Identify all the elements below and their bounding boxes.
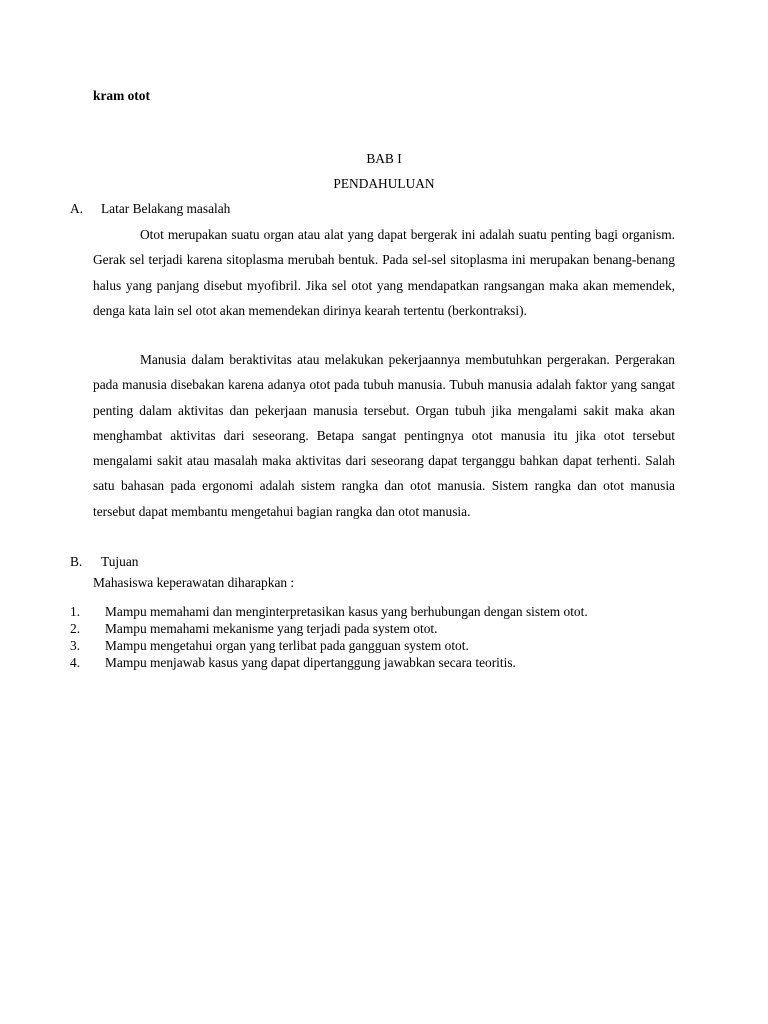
section-b-marker: B. <box>70 554 83 569</box>
list-item-number: 1. <box>70 604 81 619</box>
list-item-text: Mampu mengetahui organ yang terlibat pada gangguan system otot. <box>105 638 469 653</box>
list-item-number: 4. <box>70 655 81 670</box>
document-title: kram otot <box>93 88 150 103</box>
goals-list <box>70 603 588 671</box>
list-item <box>70 620 588 637</box>
goals-intro: Mahasiswa keperawatan diharapkan : <box>93 575 295 590</box>
list-item-text: Mampu memahami dan menginterpretasikan kasus yang berhubungan dengan sistem otot. <box>105 604 588 619</box>
section-b-heading <box>70 554 138 570</box>
chapter-title: PENDAHULUAN <box>333 176 435 191</box>
list-item-text: Mampu memahami mekanisme yang terjadi pada system otot. <box>105 621 438 636</box>
list-item <box>70 603 588 620</box>
list-item-text: Mampu menjawab kasus yang dapat dipertanggung jawabkan secara teoritis. <box>105 655 516 670</box>
background-paragraph-1: Otot merupakan suatu organ atau alat yang dapat bergerak ini adalah suatu penting bagi organism. Gerak sel terjadi karena sitoplasma merubah bentuk. Pada sel-sel sitoplasma ini merupakan benang-benang halus yang panjang disebut myofibril. Jika sel otot yang mendapatkan rangsangan maka akan memendek, denga kata lain sel otot akan memendekan dirinya kearah tertentu (berkontraksi). <box>93 227 675 318</box>
chapter-number: BAB I <box>366 151 402 166</box>
list-item-number: 2. <box>70 621 81 636</box>
section-a-marker: A. <box>70 201 84 216</box>
list-item <box>70 654 588 671</box>
list-item <box>70 637 588 654</box>
list-item-number: 3. <box>70 638 81 653</box>
section-b-title: Tujuan <box>101 554 139 569</box>
background-paragraph-2: Manusia dalam beraktivitas atau melakukan pekerjaannya membutuhkan pergerakan. Pergerakan pada manusia disebakan karena adanya otot pada tubuh manusia. Tubuh manusia adalah faktor yang sangat penting dalam aktivitas dan pekerjaan manusia tersebut. Organ tubuh jika mengalami sakit maka akan menghambat aktivitas dari seseorang. Betapa sangat pentingnya otot manusia itu jika otot tersebut mengalami sakit atau masalah maka aktivitas dari seseorang dapat terganggu bahkan dapat terhenti. Salah satu bahasan pada ergonomi adalah sistem rangka dan otot manusia. Sistem rangka dan otot manusia tersebut dapat membantu mengetahui bagian rangka dan otot manusia. <box>93 352 675 519</box>
section-a-title: Latar Belakang masalah <box>101 201 231 216</box>
section-a-heading <box>70 201 230 217</box>
